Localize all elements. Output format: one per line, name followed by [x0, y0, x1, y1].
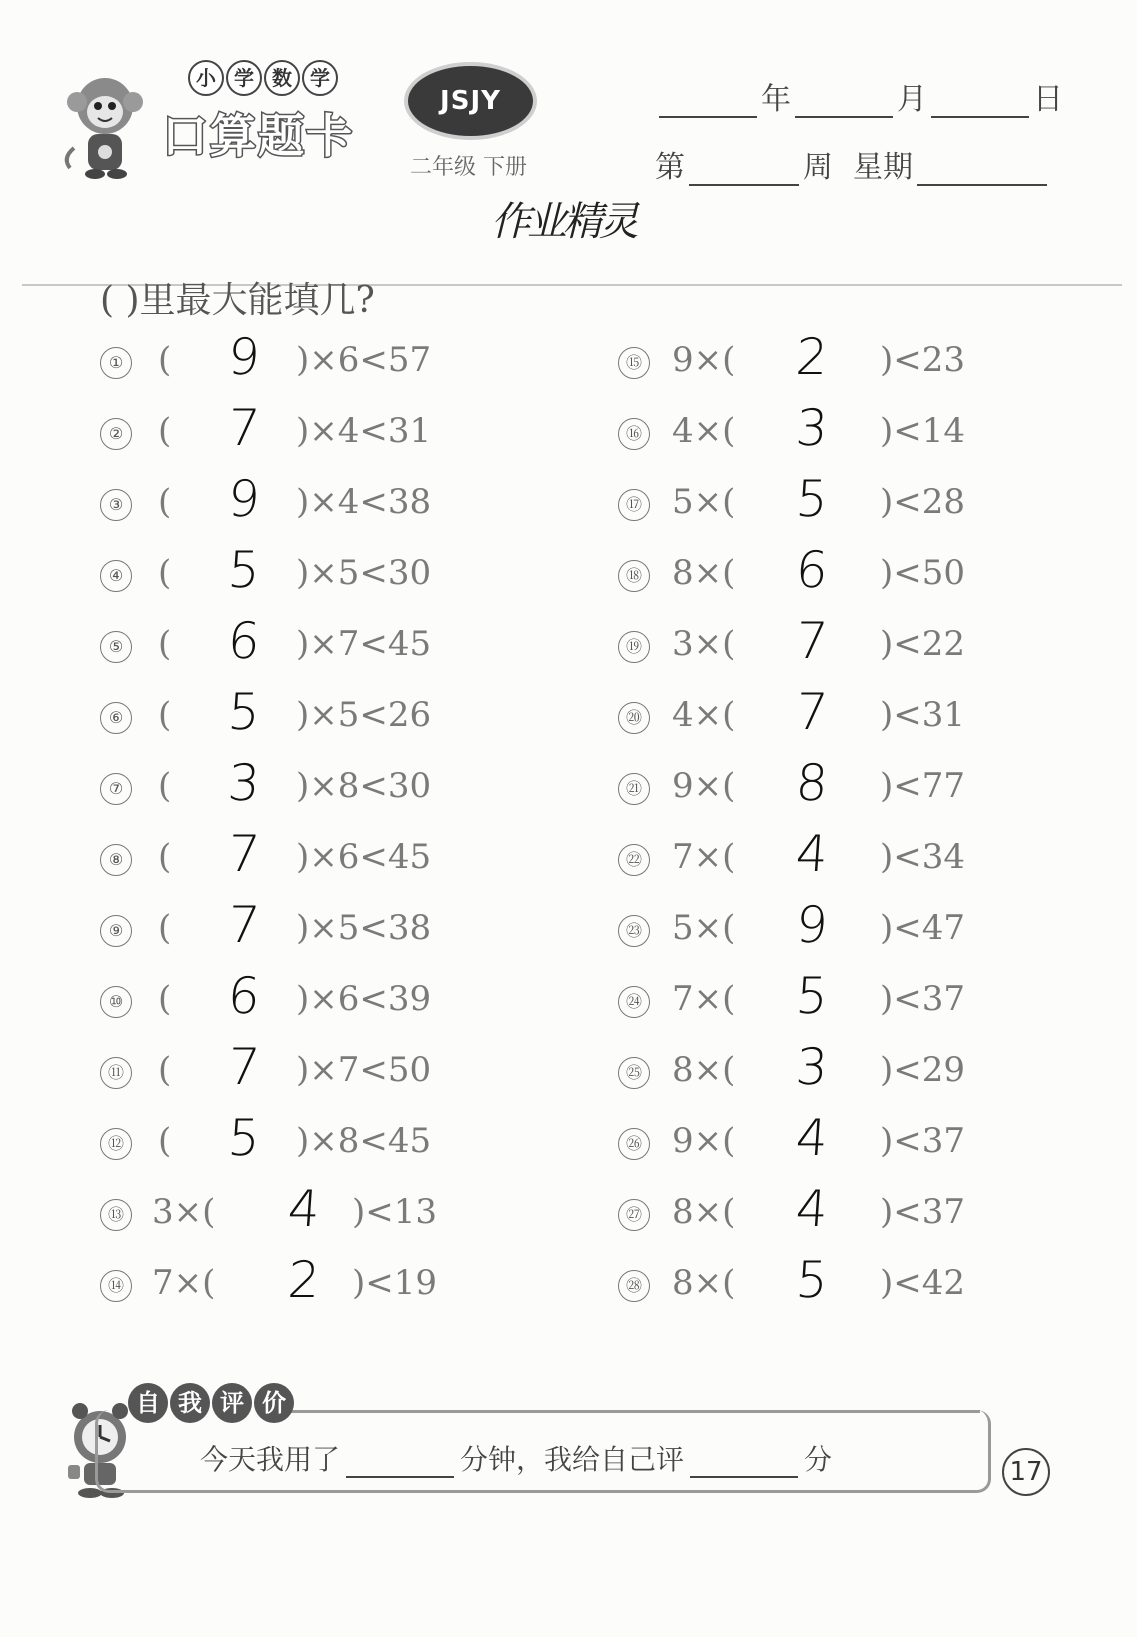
expression-tail: )<13	[352, 1192, 438, 1232]
expression-head: 8×(	[672, 553, 736, 593]
brand-subtitle	[188, 60, 338, 96]
answer-handwritten[interactable]: 3	[793, 1038, 830, 1096]
problem-row	[100, 399, 480, 461]
problem-row	[100, 328, 480, 390]
week-blank[interactable]	[689, 154, 799, 186]
expression-tail: )×6<57	[296, 340, 432, 380]
day-label: 日	[1033, 82, 1063, 117]
answer-handwritten[interactable]: 3	[793, 399, 830, 457]
problem-number: ②	[100, 418, 132, 450]
problem-number: ⑩	[100, 986, 132, 1018]
expression-head: 8×(	[672, 1050, 736, 1090]
expression-tail: )<14	[880, 411, 966, 451]
expression-tail: )×8<45	[296, 1121, 432, 1161]
answer-handwritten[interactable]: 6	[793, 541, 830, 599]
answer-handwritten[interactable]: 5	[793, 470, 830, 528]
problem-row	[100, 754, 480, 816]
expression-tail: )×5<38	[296, 908, 432, 948]
monkey-mascot-icon	[60, 68, 150, 183]
problem-row	[100, 470, 480, 532]
expression-tail: )<37	[880, 1192, 966, 1232]
problem-row	[618, 754, 998, 816]
handwritten-title: 作业精灵	[488, 199, 644, 245]
open-paren: (	[158, 624, 172, 664]
problem-row	[618, 399, 998, 461]
expression-tail: )×6<45	[296, 837, 432, 877]
answer-handwritten[interactable]: 7	[793, 612, 830, 670]
answer-handwritten[interactable]: 6	[225, 967, 262, 1025]
answer-handwritten[interactable]: 7	[225, 825, 262, 883]
expression-tail: )×8<30	[296, 766, 432, 806]
problem-number: ⑳	[618, 702, 650, 734]
problem-number: ①	[100, 347, 132, 379]
problem-row	[618, 470, 998, 532]
expression-tail: )<31	[880, 695, 966, 735]
open-paren: (	[158, 695, 172, 735]
problem-number: ㉕	[618, 1057, 650, 1089]
problem-number: ㉘	[618, 1270, 650, 1302]
expression-tail: )×7<50	[296, 1050, 432, 1090]
problem-row	[618, 896, 998, 958]
answer-handwritten[interactable]: 5	[793, 1251, 830, 1309]
month-label: 月	[897, 82, 927, 117]
eval-char: 评	[212, 1383, 252, 1423]
problem-number: ⑯	[618, 418, 650, 450]
problem-number: ⑲	[618, 631, 650, 663]
problem-row	[100, 1109, 480, 1171]
brand-char: 小	[188, 60, 224, 96]
answer-handwritten[interactable]: 3	[225, 754, 262, 812]
problem-number: ⑱	[618, 560, 650, 592]
answer-handwritten[interactable]: 9	[793, 896, 830, 954]
problem-row	[100, 612, 480, 674]
year-blank[interactable]	[659, 86, 757, 118]
open-paren: (	[158, 979, 172, 1019]
expression-head: 4×(	[672, 695, 736, 735]
problem-number: ⑮	[618, 347, 650, 379]
brand-char: 数	[264, 60, 300, 96]
problem-row	[100, 896, 480, 958]
self-evaluation-label	[128, 1383, 294, 1423]
problem-number: ⑫	[100, 1128, 132, 1160]
expression-tail: )<77	[880, 766, 966, 806]
problem-number: ⑨	[100, 915, 132, 947]
expression-tail: )<37	[880, 979, 966, 1019]
expression-tail: )×4<38	[296, 482, 432, 522]
answer-handwritten[interactable]: 4	[285, 1180, 322, 1238]
minutes-blank[interactable]	[346, 1450, 454, 1478]
logo	[60, 60, 390, 190]
eval-text-a: 今天我用了	[200, 1443, 341, 1476]
expression-tail: )<23	[880, 340, 966, 380]
expression-tail: )×7<45	[296, 624, 432, 664]
problem-row	[618, 1109, 998, 1171]
problem-number: ㉒	[618, 844, 650, 876]
expression-head: 4×(	[672, 411, 736, 451]
section-title: ( )里最大能填几?	[100, 280, 375, 321]
expression-head: 7×(	[152, 1263, 216, 1303]
problem-row	[100, 1038, 480, 1100]
problem-number: ⑰	[618, 489, 650, 521]
answer-handwritten[interactable]: 5	[225, 1109, 262, 1167]
expression-tail: )<22	[880, 624, 966, 664]
open-paren: (	[158, 482, 172, 522]
expression-tail: )×6<39	[296, 979, 432, 1019]
answer-handwritten[interactable]: 8	[793, 754, 830, 812]
expression-head: 8×(	[672, 1192, 736, 1232]
expression-tail: )<29	[880, 1050, 966, 1090]
problem-row	[100, 1251, 480, 1313]
problem-row	[618, 1038, 998, 1100]
problem-number: ③	[100, 489, 132, 521]
open-paren: (	[158, 411, 172, 451]
score-blank[interactable]	[690, 1450, 798, 1478]
problem-row	[618, 1180, 998, 1242]
problem-row	[618, 328, 998, 390]
week-prefix: 第	[655, 150, 685, 185]
expression-head: 7×(	[672, 979, 736, 1019]
expression-tail: )<50	[880, 553, 966, 593]
weekday-blank[interactable]	[917, 154, 1047, 186]
page-number: 17	[1002, 1448, 1050, 1496]
answer-handwritten[interactable]: 7	[225, 399, 262, 457]
expression-head: 3×(	[152, 1192, 216, 1232]
expression-head: 3×(	[672, 624, 736, 664]
answer-handwritten[interactable]: 4	[793, 825, 830, 883]
expression-tail: )<47	[880, 908, 966, 948]
answer-handwritten[interactable]: 5	[225, 541, 262, 599]
problem-number: ㉓	[618, 915, 650, 947]
date-line	[655, 74, 1063, 118]
answer-handwritten[interactable]: 2	[793, 328, 830, 386]
answer-handwritten[interactable]: 4	[793, 1109, 830, 1167]
problem-number: ⑬	[100, 1199, 132, 1231]
expression-head: 8×(	[672, 1263, 736, 1303]
answer-handwritten[interactable]: 9	[225, 470, 262, 528]
problem-row	[100, 825, 480, 887]
expression-head: 5×(	[672, 482, 736, 522]
expression-tail: )<28	[880, 482, 966, 522]
eval-text-c: 分	[804, 1443, 833, 1476]
problem-number: ⑤	[100, 631, 132, 663]
open-paren: (	[158, 340, 172, 380]
problem-row	[618, 825, 998, 887]
eval-char: 我	[170, 1383, 210, 1423]
brand-char: 学	[302, 60, 338, 96]
expression-tail: )<19	[352, 1263, 438, 1303]
problem-number: ⑦	[100, 773, 132, 805]
expression-head: 9×(	[672, 1121, 736, 1161]
expression-head: 5×(	[672, 908, 736, 948]
expression-head: 9×(	[672, 340, 736, 380]
problem-row	[618, 683, 998, 745]
problem-number: ㉖	[618, 1128, 650, 1160]
month-blank[interactable]	[795, 86, 893, 118]
answer-handwritten[interactable]: 7	[225, 1038, 262, 1096]
problem-number: ⑧	[100, 844, 132, 876]
day-blank[interactable]	[931, 86, 1029, 118]
problem-number: ④	[100, 560, 132, 592]
problem-number: ⑭	[100, 1270, 132, 1302]
expression-tail: )<37	[880, 1121, 966, 1161]
problem-number: ⑥	[100, 702, 132, 734]
open-paren: (	[158, 908, 172, 948]
open-paren: (	[158, 837, 172, 877]
problem-row	[618, 1251, 998, 1313]
expression-head: 9×(	[672, 766, 736, 806]
answer-handwritten[interactable]: 7	[225, 896, 262, 954]
answer-handwritten[interactable]: 4	[793, 1180, 830, 1238]
expression-tail: )×4<31	[296, 411, 432, 451]
answer-handwritten[interactable]: 6	[225, 612, 262, 670]
answer-handwritten[interactable]: 7	[793, 683, 830, 741]
self-evaluation-text	[200, 1438, 832, 1478]
open-paren: (	[158, 553, 172, 593]
problem-row	[100, 1180, 480, 1242]
eval-text-b: 分钟，我给自己评	[460, 1443, 685, 1476]
open-paren: (	[158, 766, 172, 806]
problem-number: ㉑	[618, 773, 650, 805]
brand-char: 学	[226, 60, 262, 96]
problem-row	[100, 683, 480, 745]
answer-handwritten[interactable]: 9	[225, 328, 262, 386]
answer-handwritten[interactable]: 2	[285, 1251, 322, 1309]
problem-number: ⑪	[100, 1057, 132, 1089]
problem-number: ㉗	[618, 1199, 650, 1231]
week-line	[655, 142, 1051, 186]
eval-char: 自	[128, 1383, 168, 1423]
problem-row	[618, 541, 998, 603]
open-paren: (	[158, 1050, 172, 1090]
answer-handwritten[interactable]: 5	[793, 967, 830, 1025]
grade-label: 二年级 下册	[410, 155, 527, 180]
problem-row	[100, 967, 480, 1029]
eval-char: 价	[254, 1383, 294, 1423]
expression-tail: )<34	[880, 837, 966, 877]
problem-row	[618, 967, 998, 1029]
expression-tail: )×5<26	[296, 695, 432, 735]
year-label: 年	[761, 82, 791, 117]
problem-row	[100, 541, 480, 603]
answer-handwritten[interactable]: 5	[225, 683, 262, 741]
weekday-label: 星期	[853, 150, 913, 185]
expression-tail: )<42	[880, 1263, 966, 1303]
expression-tail: )×5<30	[296, 553, 432, 593]
expression-head: 7×(	[672, 837, 736, 877]
problem-row	[618, 612, 998, 674]
week-label: 周	[803, 150, 833, 185]
publisher-badge: JSJY	[408, 66, 533, 136]
problem-number: ㉔	[618, 986, 650, 1018]
open-paren: (	[158, 1121, 172, 1161]
brand-title: 口算题卡	[162, 109, 354, 163]
